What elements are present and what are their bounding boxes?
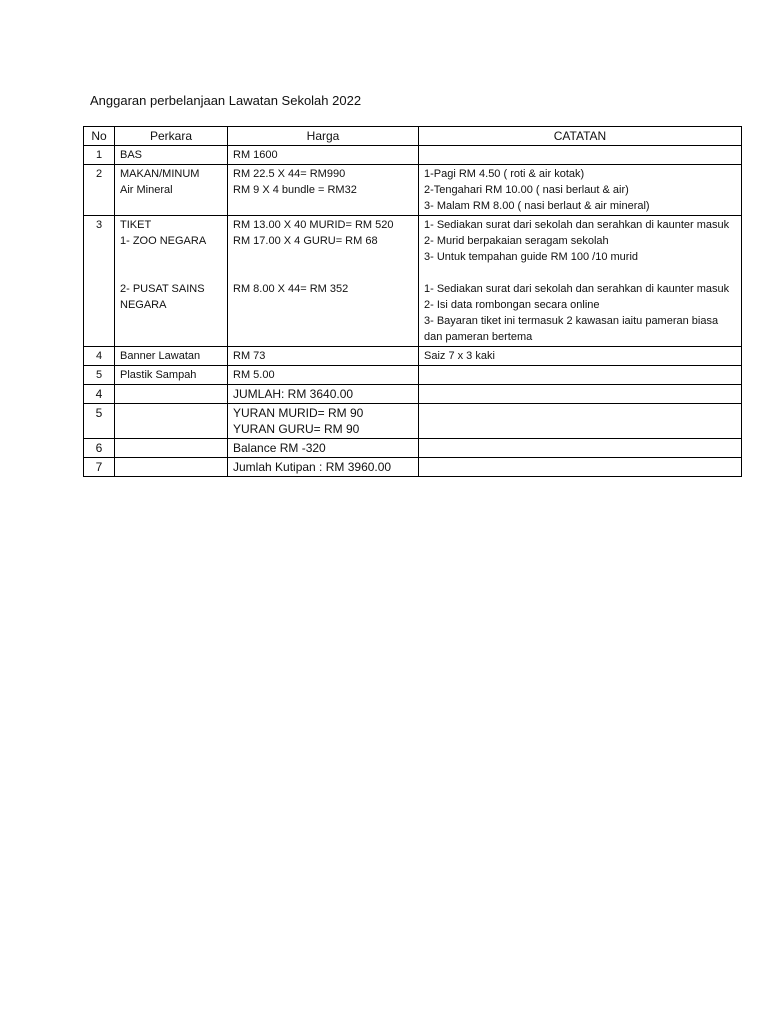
perkara-line: BAS xyxy=(120,149,143,161)
perkara-line: NEGARA xyxy=(120,299,167,311)
row-catatan xyxy=(419,366,742,385)
harga-line: RM 17.00 X 4 GURU= RM 68 xyxy=(233,235,378,247)
header-harga: Harga xyxy=(228,127,419,146)
row-harga xyxy=(228,216,419,347)
header-perkara: Perkara xyxy=(115,127,228,146)
row-no: 7 xyxy=(84,458,115,477)
row-harga xyxy=(228,146,419,165)
row-no: 4 xyxy=(84,347,115,366)
harga-line: JUMLAH: RM 3640.00 xyxy=(233,387,354,401)
row-perkara xyxy=(115,165,228,216)
table-row xyxy=(84,165,742,216)
row-perkara xyxy=(115,439,228,458)
harga-line: RM 5.00 xyxy=(233,369,275,381)
catatan-line: 1- Sediakan surat dari sekolah dan serahkan di kaunter masuk xyxy=(424,219,730,231)
row-harga xyxy=(228,366,419,385)
harga-line: RM 1600 xyxy=(233,149,278,161)
row-catatan xyxy=(419,404,742,439)
table-row xyxy=(84,216,742,347)
row-catatan xyxy=(419,216,742,347)
perkara-line: TIKET xyxy=(120,219,152,231)
document-title: Anggaran perbelanjaan Lawatan Sekolah 2022 xyxy=(90,93,362,108)
row-harga xyxy=(228,439,419,458)
header-catatan: CATATAN xyxy=(419,127,742,146)
table-row xyxy=(84,439,742,458)
harga-line: RM 22.5 X 44= RM990 xyxy=(233,168,346,180)
table-row xyxy=(84,347,742,366)
row-no: 6 xyxy=(84,439,115,458)
catatan-line: 1-Pagi RM 4.50 ( roti & air kotak) xyxy=(424,168,585,180)
harga-line: YURAN MURID= RM 90 xyxy=(233,406,364,420)
harga-line: RM 73 xyxy=(233,350,266,362)
row-catatan xyxy=(419,347,742,366)
row-perkara xyxy=(115,458,228,477)
catatan-line: 2-Tengahari RM 10.00 ( nasi berlaut & air) xyxy=(424,184,629,196)
table-row xyxy=(84,366,742,385)
row-harga xyxy=(228,347,419,366)
row-harga xyxy=(228,165,419,216)
catatan-line: 3- Bayaran tiket ini termasuk 2 kawasan iaitu pameran biasa dan pameran bertema xyxy=(424,315,719,343)
row-catatan xyxy=(419,385,742,404)
row-no: 5 xyxy=(84,366,115,385)
perkara-line: Air Mineral xyxy=(120,184,173,196)
row-no: 5 xyxy=(84,404,115,439)
harga-line: RM 8.00 X 44= RM 352 xyxy=(233,283,349,295)
row-catatan xyxy=(419,146,742,165)
row-perkara xyxy=(115,146,228,165)
table-row xyxy=(84,458,742,477)
perkara-line: 1- ZOO NEGARA xyxy=(120,235,207,247)
row-harga xyxy=(228,458,419,477)
row-perkara xyxy=(115,385,228,404)
perkara-line: 2- PUSAT SAINS xyxy=(120,283,205,295)
row-no: 1 xyxy=(84,146,115,165)
row-no: 2 xyxy=(84,165,115,216)
catatan-line: 1- Sediakan surat dari sekolah dan serahkan di kaunter masuk xyxy=(424,283,730,295)
row-catatan xyxy=(419,458,742,477)
catatan-line: 3- Untuk tempahan guide RM 100 /10 murid xyxy=(424,251,639,263)
budget-table xyxy=(83,126,742,477)
perkara-line: MAKAN/MINUM xyxy=(120,168,200,180)
catatan-line: 2- Murid berpakaian seragam sekolah xyxy=(424,235,609,247)
perkara-line: Plastik Sampah xyxy=(120,369,197,381)
table-row xyxy=(84,385,742,404)
harga-line: RM 9 X 4 bundle = RM32 xyxy=(233,184,357,196)
catatan-line: 2- Isi data rombongan secara online xyxy=(424,299,600,311)
harga-line: Jumlah Kutipan : RM 3960.00 xyxy=(233,460,392,474)
harga-line: Balance RM -320 xyxy=(233,441,326,455)
header-no: No xyxy=(84,127,115,146)
row-perkara xyxy=(115,347,228,366)
catatan-line: Saiz 7 x 3 kaki xyxy=(424,350,495,362)
row-perkara xyxy=(115,366,228,385)
row-no: 4 xyxy=(84,385,115,404)
table-header-row xyxy=(84,127,742,146)
catatan-line: 3- Malam RM 8.00 ( nasi berlaut & air mineral) xyxy=(424,200,650,212)
harga-line: RM 13.00 X 40 MURID= RM 520 xyxy=(233,219,394,231)
row-harga xyxy=(228,385,419,404)
table-row xyxy=(84,404,742,439)
row-catatan xyxy=(419,439,742,458)
row-catatan xyxy=(419,165,742,216)
harga-line: YURAN GURU= RM 90 xyxy=(233,422,360,436)
row-perkara xyxy=(115,216,228,347)
row-harga xyxy=(228,404,419,439)
row-perkara xyxy=(115,404,228,439)
row-no: 3 xyxy=(84,216,115,347)
perkara-line: Banner Lawatan xyxy=(120,350,201,362)
table-row xyxy=(84,146,742,165)
